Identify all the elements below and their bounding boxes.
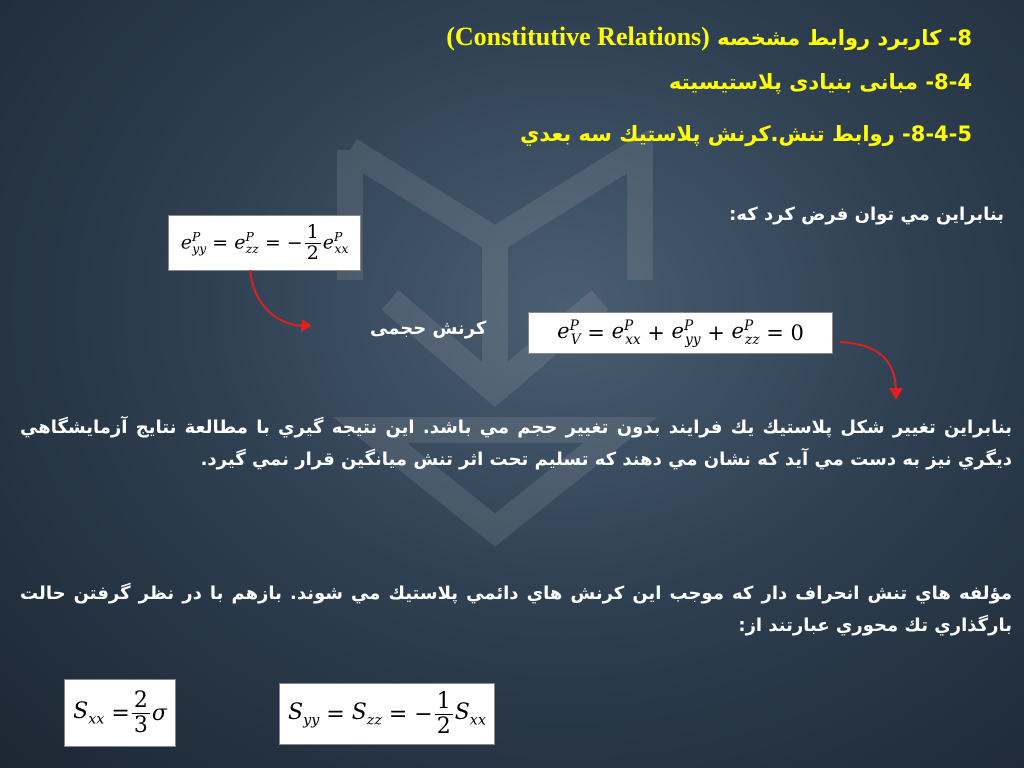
- intro-text: بنابراين مي توان فرض کرد که:: [729, 204, 1004, 225]
- heading-subsection: 8-4-5- روابط تنش.كرنش پلاستيك سه بعدي: [520, 122, 972, 146]
- volumetric-strain-label: كرنش حجمی: [370, 318, 487, 339]
- formula-volumetric-strain: $e^P_V$ = $e^P_{xx}$ + $e^P_{yy}$ + $e^P_{zz}$ = 0: [528, 312, 833, 354]
- paragraph-plastic-volume: بنابراين تغییر شکل پلاستيك يك فرايند بدون تغییر حجم مي باشد. اين نتيجه گیري با مطالعة نتايج آزمايشگاهي ديگري نيز به دست مي آيد که نشان مي دهند که تسليم تحت اثر تنش میانگین قرار نمي گیرد.: [20, 417, 1012, 470]
- arrow-curved-2: [838, 338, 918, 404]
- heading-chapter: [446, 22, 972, 52]
- heading-chapter-fa: 8- كاربرد روابط مشخصه: [717, 26, 972, 50]
- arrow-curved-1: [240, 268, 320, 338]
- formula-sxx: $S_{xx}$ = $\frac{2}{3}$ σ: [64, 679, 176, 747]
- formula-strain-equality: $e^P_{yy}$ = $e^P_{zz}$ = − $\frac{1}{2}$ $e^P_{xx}$: [168, 215, 361, 271]
- formula-syy-szz: $S_{yy}$ = $S_{zz}$ = − $\frac{1}{2}$ $S_{xx}$: [279, 683, 495, 745]
- paragraph-deviatoric-stress: مؤلفه هاي تنش انحراف دار که موجب اين كرنش هاي دائمي پلاستيك مي شوند. بازهم با در نظر گرفتن حالت بارگذاري تك محوري عبارتند از:: [20, 583, 1012, 636]
- heading-section: 8-4- مبانی بنیادی پلاستیسیته: [668, 70, 972, 94]
- heading-chapter-en: (Constitutive Relations): [446, 22, 710, 51]
